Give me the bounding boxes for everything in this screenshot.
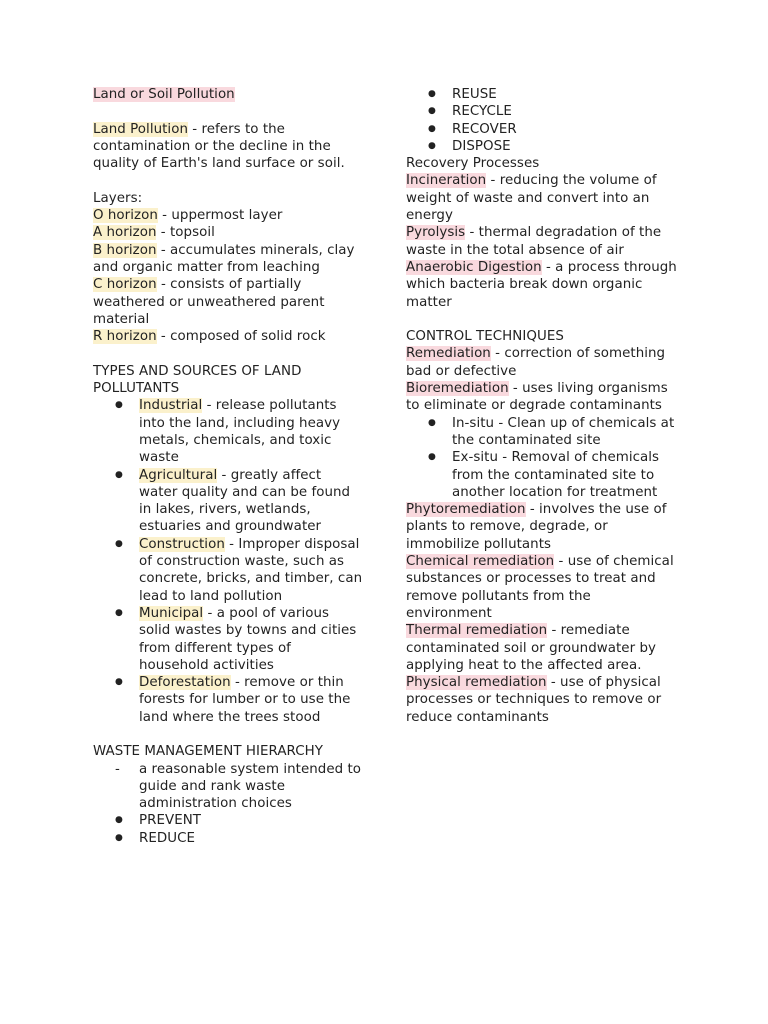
definition: - uppermost layer [157, 208, 283, 224]
left-column [93, 86, 363, 847]
list-item: ● RECOVER [406, 121, 678, 138]
term: Thermal remediation [406, 623, 548, 639]
term: Anaerobic Digestion [406, 259, 542, 275]
term: Phytoremediation [406, 502, 526, 518]
pollutant-types-list [93, 397, 363, 726]
remediation-definition [406, 345, 678, 380]
term: B horizon [93, 242, 157, 258]
layer-b [93, 242, 363, 277]
list-item: - a reasonable system intended to guide and rank waste administration choices [93, 761, 363, 813]
types-heading: TYPES AND SOURCES OF LAND POLLUTANTS [93, 363, 302, 397]
recovery-anaerobic [406, 259, 678, 311]
list-item: ● REDUCE [93, 830, 363, 847]
list-item: ● Ex-situ - Removal of chemicals from the contaminated site to another location for treatment [406, 449, 678, 501]
definition: - reducing the volume of weight of waste and convert into an energy [406, 173, 657, 224]
definition: - Improper disposal of construction waste, such as concrete, bricks, and timber, can lead to land pollution [139, 536, 363, 604]
list-item [93, 536, 363, 605]
term: Land Pollution [93, 121, 188, 137]
bioremediation-sub-list [406, 415, 678, 501]
definition: - uses living organisms to eliminate or degrade contaminants [406, 381, 668, 414]
list-item: ● RECYCLE [406, 103, 678, 120]
waste-hierarchy-list-left [93, 812, 363, 847]
term: Physical remediation [406, 675, 547, 691]
definition: - remediate contaminated soil or groundwater by applying heat to the affected area. [406, 623, 656, 673]
land-pollution-definition [93, 121, 363, 173]
waste-heading: WASTE MANAGEMENT HIERARCHY [93, 744, 323, 760]
term: Pyrolysis [406, 225, 466, 241]
definition: - consists of partially weathered or unweathered parent material [93, 277, 325, 327]
definition: - involves the use of plants to remove, degrade, or immobilize pollutants [406, 502, 667, 552]
definition: - topsoil [156, 225, 215, 241]
list-item [93, 397, 363, 466]
recovery-heading: Recovery Processes [406, 156, 540, 172]
definition: - release pollutants into the land, including heavy metals, chemicals, and toxic waste [139, 398, 341, 466]
page-title [93, 86, 363, 103]
layer-o [93, 207, 363, 224]
definition: - use of physical processes or techniques to remove or reduce contaminants [406, 675, 662, 725]
definition: - refers to the contamination or the decline in the quality of Earth's land surface or soil. [93, 121, 345, 172]
right-column [406, 86, 678, 726]
definition: - thermal degradation of the waste in the total absence of air [406, 225, 662, 258]
technique-chemical [406, 553, 678, 622]
definition: - composed of solid rock [156, 329, 326, 345]
definition: - correction of something bad or defective [406, 346, 666, 379]
technique-physical [406, 674, 678, 726]
technique-thermal [406, 622, 678, 674]
definition: - accumulates minerals, clay and organic matter from leaching [93, 242, 355, 275]
recovery-pyrolysis [406, 224, 678, 259]
term: A horizon [93, 225, 157, 241]
term: Remediation [406, 346, 491, 362]
term: C horizon [93, 277, 157, 293]
title-highlight: Land or Soil Pollution [93, 87, 235, 102]
layer-c [93, 276, 363, 328]
layer-a [93, 224, 363, 241]
list-item: ● In-situ - Clean up of chemicals at the contaminated site [406, 415, 678, 450]
term: Industrial [139, 398, 203, 414]
definition: - a process through which bacteria break down organic matter [406, 259, 677, 310]
term: Construction [139, 536, 225, 552]
term: Municipal [139, 605, 204, 621]
bioremediation-definition [406, 380, 678, 415]
waste-hierarchy-list-right [406, 86, 678, 155]
layers-heading: Layers: [93, 190, 143, 206]
list-item [93, 605, 363, 674]
recovery-incineration [406, 172, 678, 224]
list-item: ● PREVENT [93, 812, 363, 829]
definition: - remove or thin forests for lumber or to use the land where the trees stood [139, 675, 351, 725]
list-item [93, 674, 363, 726]
technique-phytoremediation [406, 501, 678, 553]
list-item: ● REUSE [406, 86, 678, 103]
term: Bioremediation [406, 381, 509, 397]
term: Deforestation [139, 675, 231, 691]
definition: - a pool of various solid wastes by towns and cities from different types of household activities [139, 605, 357, 673]
term: O horizon [93, 208, 158, 224]
term: Chemical remediation [406, 554, 555, 570]
layer-r [93, 328, 363, 345]
term: Incineration [406, 173, 487, 189]
term: R horizon [93, 329, 157, 345]
list-item: ● DISPOSE [406, 138, 678, 155]
definition: - use of chemical substances or processes to treat and remove pollutants from the environment [406, 554, 674, 621]
term: Agricultural [139, 467, 218, 483]
definition: - greatly affect water quality and can be found in lakes, rivers, wetlands, estuaries and groundwater [139, 467, 351, 535]
waste-description-list [93, 761, 363, 813]
control-heading: CONTROL TECHNIQUES [406, 329, 564, 345]
list-item [93, 467, 363, 536]
